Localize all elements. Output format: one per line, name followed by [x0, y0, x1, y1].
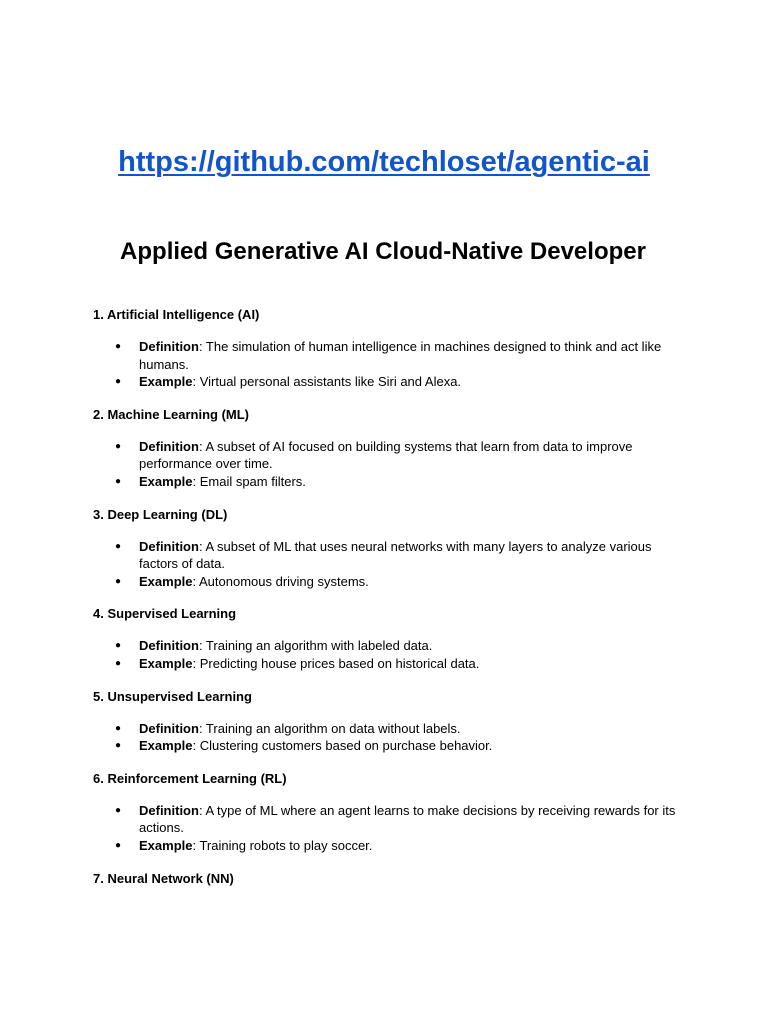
example-item [93, 573, 679, 591]
bullet-icon: ● [115, 657, 122, 669]
section-heading: 4. Supervised Learning [93, 606, 237, 622]
section-heading: 7. Neural Network (NN) [93, 870, 234, 886]
definition-item [93, 538, 679, 573]
page-title: Applied Generative AI Cloud-Native Developer [120, 238, 646, 265]
definition-label: Definition [139, 438, 199, 454]
glossary-section [93, 605, 683, 672]
example-label: Example [139, 837, 193, 853]
example-item [93, 837, 679, 855]
glossary-section [93, 870, 683, 887]
bullet-icon: ● [115, 575, 122, 587]
example-text: : Virtual personal assistants like Siri and Alexa. [192, 374, 462, 390]
section-heading: 1. Artificial Intelligence (AI) [93, 307, 260, 322]
definition-label: Definition [139, 802, 199, 818]
example-text: : Autonomous driving systems. [192, 573, 369, 589]
glossary-section [93, 306, 683, 391]
example-item [93, 373, 679, 391]
example-item [93, 737, 679, 755]
example-text: : Training robots to play soccer. [192, 837, 373, 853]
section-heading: 3. Deep Learning (DL) [93, 506, 228, 522]
bullet-icon: ● [115, 804, 122, 816]
definition-item [93, 438, 679, 473]
example-label: Example [139, 374, 193, 390]
example-label: Example [139, 738, 193, 754]
bullet-icon: ● [115, 640, 122, 652]
github-repo-link[interactable]: https://github.com/techloset/agentic-ai [118, 146, 650, 178]
bullet-icon: ● [115, 475, 122, 487]
example-item [93, 473, 679, 491]
section-list [93, 538, 683, 591]
definition-text: : A subset of AI focused on building systems that learn from data to improve performance over time. [139, 438, 633, 472]
glossary-content [93, 306, 683, 902]
definition-text: : Training an algorithm with labeled data. [198, 638, 433, 654]
bullet-icon: ● [115, 440, 122, 452]
glossary-section [93, 506, 683, 591]
glossary-section [93, 688, 683, 755]
section-list [93, 438, 683, 491]
glossary-section [93, 406, 683, 491]
section-list [93, 802, 683, 855]
example-item [93, 655, 679, 673]
definition-text: : The simulation of human intelligence in machines designed to think and act like humans. [139, 339, 662, 372]
definition-label: Definition [139, 638, 199, 654]
bullet-icon: ● [115, 376, 122, 388]
definition-label: Definition [139, 538, 199, 554]
definition-item [93, 802, 679, 837]
bullet-icon: ● [115, 722, 122, 734]
definition-item [93, 720, 679, 738]
definition-text: : A type of ML where an agent learns to make decisions by receiving rewards for its actions. [139, 802, 676, 836]
section-heading: 5. Unsupervised Learning [93, 688, 252, 704]
example-label: Example [139, 473, 193, 489]
section-list [93, 637, 683, 672]
definition-text: : A subset of ML that uses neural networks with many layers to analyze various factors of data. [139, 538, 652, 572]
section-heading: 2. Machine Learning (ML) [93, 406, 250, 422]
definition-text: : Training an algorithm on data without labels. [198, 720, 461, 736]
definition-item [93, 637, 679, 655]
example-label: Example [139, 655, 193, 671]
example-text: : Predicting house prices based on historical data. [192, 655, 480, 671]
example-label: Example [139, 573, 193, 589]
bullet-icon: ● [115, 740, 122, 752]
bullet-icon: ● [115, 839, 122, 851]
definition-label: Definition [139, 720, 199, 736]
bullet-icon: ● [115, 540, 122, 552]
example-text: : Clustering customers based on purchase behavior. [192, 738, 493, 754]
bullet-icon: ● [115, 341, 122, 352]
definition-item [93, 338, 679, 373]
section-heading: 6. Reinforcement Learning (RL) [93, 770, 287, 786]
section-list [93, 338, 683, 391]
definition-label: Definition [139, 339, 199, 354]
example-text: : Email spam filters. [192, 473, 306, 489]
glossary-section [93, 770, 683, 855]
section-list [93, 720, 683, 755]
